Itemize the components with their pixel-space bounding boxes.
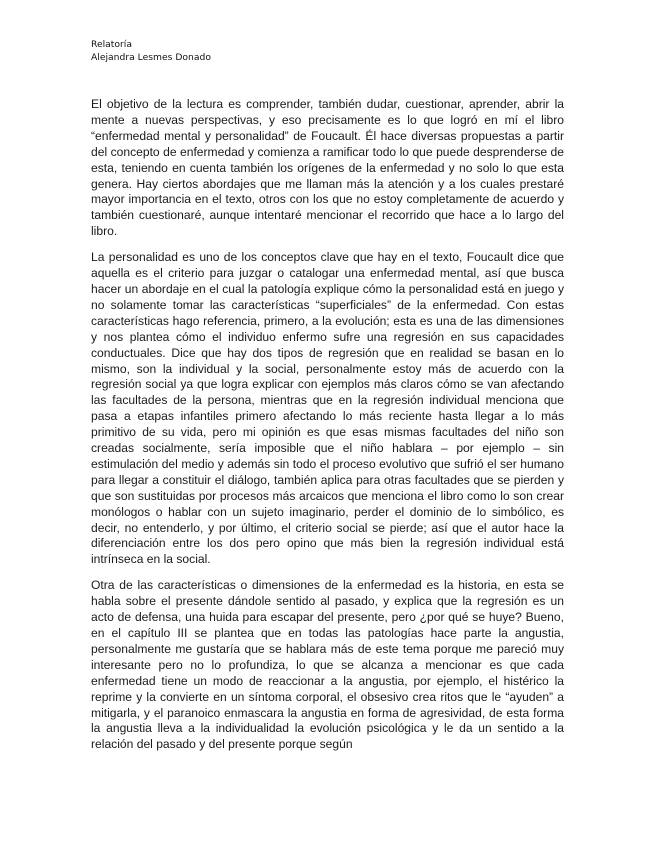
paragraph-3: Otra de las características o dimensiones de la enfermedad es la historia, en esta se habla sobre el presente dándole sentido al pasado, y explica que la regresión es un acto de defensa, una huida para escapar del presente, pero ¿por qué se huye? Bueno, en el capítulo III se plantea que en todas las patologías hace parte la angustia, personalmente me gustaría que se hablara más de este tema porque me pareció muy interesante pero no lo profundiza, lo que se alcanza a mencionar es que cada enfermedad tiene un modo de reaccionar a la angustia, por ejemplo, el histérico la reprime y la convierte en un síntoma corporal, el obsesivo crea ritos que le “ayuden” a mitigarla, y el paranoico enmascara la angustia en forma de agresividad, de esta forma la angustia lleva a la individualidad la evolución psicológica y le da un sentido a la relación del pasado y del presente porque según — [91, 578, 564, 752]
header-author: Alejandra Lesmes Donado — [91, 52, 211, 63]
document-body — [91, 97, 564, 763]
header-title: Relatoría — [91, 39, 132, 50]
paragraph-1: El objetivo de la lectura es comprender, también dudar, cuestionar, aprender, abrir la mente a nuevas perspectivas, y eso precisamente es lo que logró en mí el libro “enfermedad mental y personalidad” de Foucault. Él hace diversas propuestas a partir del concepto de enfermedad y comienza a ramificar todo lo que puede desprenderse de esta, teniendo en cuenta también los orígenes de la enfermedad y no solo lo que esta genera. Hay ciertos abordajes que me llaman más la atención y a los cuales prestaré mayor importancia en el texto, otros con los que no estoy completamente de acuerdo y también cuestionaré, aunque intentaré mencionar el recorrido que hace a lo largo del libro. — [91, 97, 564, 239]
paragraph-2: La personalidad es uno de los conceptos clave que hay en el texto, Foucault dice que aquella es el criterio para juzgar o catalogar una enfermedad mental, así que busca hacer un abordaje en el cual la patología explique cómo la personalidad está en juego y no solamente tomar las características “superficiales” de la enfermedad. Con estas características hago referencia, primero, a la evolución; esta es una de las dimensiones y nos plantea cómo el individuo enfermo sufre una regresión en sus capacidades conductuales. Dice que hay dos tipos de regresión que en realidad se basan en lo mismo, son la individual y la social, personalmente estoy más de acuerdo con la regresión social ya que logra explicar con ejemplos más claros cómo se van afectando las facultades de la persona, mientras que en la regresión individual menciona que pasa a etapas infantiles primero afectando lo más reciente hasta llegar a lo más primitivo de su vida, pero mi opinión es que esas mismas facultades del niño son creadas socialmente, sería imposible que el niño hablara – por ejemplo – sin estimulación del medio y además sin todo el proceso evolutivo que sufrió el ser humano para llegar a constituir el diálogo, también aplica para otras facultades que se pierden y que son sustituidas por procesos más arcaicos que menciona el libro como lo son crear monólogos o hablar con un sujeto imaginario, perder el dominio de lo simbólico, es decir, no entenderlo, y por último, el criterio social se pierde; así que el autor hace la diferenciación entre los dos pero opino que más bien la regresión individual está intrínseca en la social. — [91, 250, 564, 567]
document-header — [91, 38, 211, 64]
